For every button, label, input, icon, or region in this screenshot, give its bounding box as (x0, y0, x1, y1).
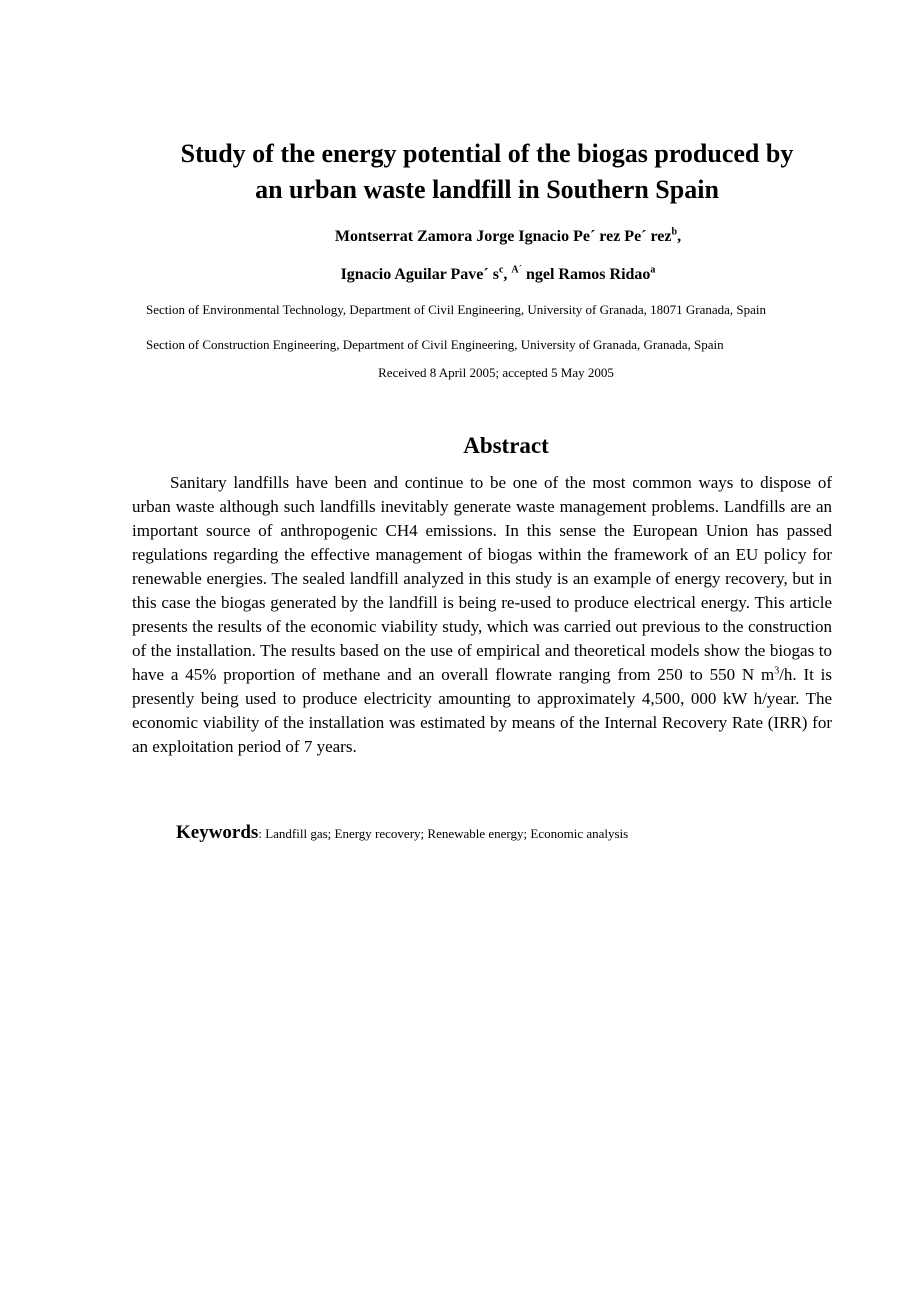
author-superscript-accent: A´ (511, 264, 522, 276)
paper-title (100, 136, 874, 208)
author-superscript-a: a (650, 264, 656, 276)
authors-line-1-end: , (677, 228, 682, 245)
authors-separator: , (503, 266, 512, 283)
title-line-2: an urban waste landfill in Southern Spain (255, 175, 719, 204)
abstract-text-part-2: /h. It is presently being used to produce electricity amounting to approximately 4,500, 000 kW h/year. The economic viability of the installation was estimated by means of the Internal Recovery Rate (IRR) for an exploitation period of 7 years. (132, 665, 832, 756)
affiliation-1: Section of Environmental Technology, Department of Civil Engineering, University of Granada, 18071 Granada, Spain (146, 302, 767, 317)
author-superscript-c: c (498, 264, 504, 276)
title-line-1: Study of the energy potential of the biogas produced by (180, 139, 794, 168)
abstract-text-part-1: Sanitary landfills have been and continue to be one of the most common ways to dispose of urban waste although such landfills inevitably generate waste management problems. Landfills are an important source of anthropogenic CH4 emissions. In this sense the European Union has passed regulations regarding the effective management of biogas within the framework of an EU policy for renewable energies. The sealed landfill analyzed in this study is an example of energy recovery, but in this case the biogas generated by the landfill is being re-used to produce electrical energy. This article presents the results of the economic viability study, which was carried out previous to the construction of the installation. The results based on the use of empirical and theoretical models show the biogas to have a 45% proportion of methane and an overall flowrate ranging from 250 to 550 N m (132, 473, 832, 684)
keywords (176, 820, 628, 847)
authors-line-2 (0, 265, 920, 285)
abstract-superscript: 3 (774, 665, 780, 677)
author-superscript-b: b (671, 226, 678, 238)
abstract-body (132, 471, 832, 759)
keywords-label: Keywords (176, 822, 259, 843)
affiliation-2: Section of Construction Engineering, Department of Civil Engineering, University of Granada, Granada, Spain (146, 337, 724, 352)
keywords-list: : Landfill gas; Energy recovery; Renewable energy; Economic analysis (258, 826, 629, 841)
authors-line-1-text: Montserrat Zamora Jorge Ignacio Pe´ rez Pe´ rez (334, 228, 672, 245)
received-dates: Received 8 April 2005; accepted 5 May 2005 (378, 365, 614, 380)
author-aguilar: Ignacio Aguilar Pave´ s (340, 266, 499, 283)
authors-line-1 (0, 227, 920, 247)
abstract-heading: Abstract (463, 433, 549, 458)
author-ramos: ngel Ramos Ridao (521, 266, 651, 283)
